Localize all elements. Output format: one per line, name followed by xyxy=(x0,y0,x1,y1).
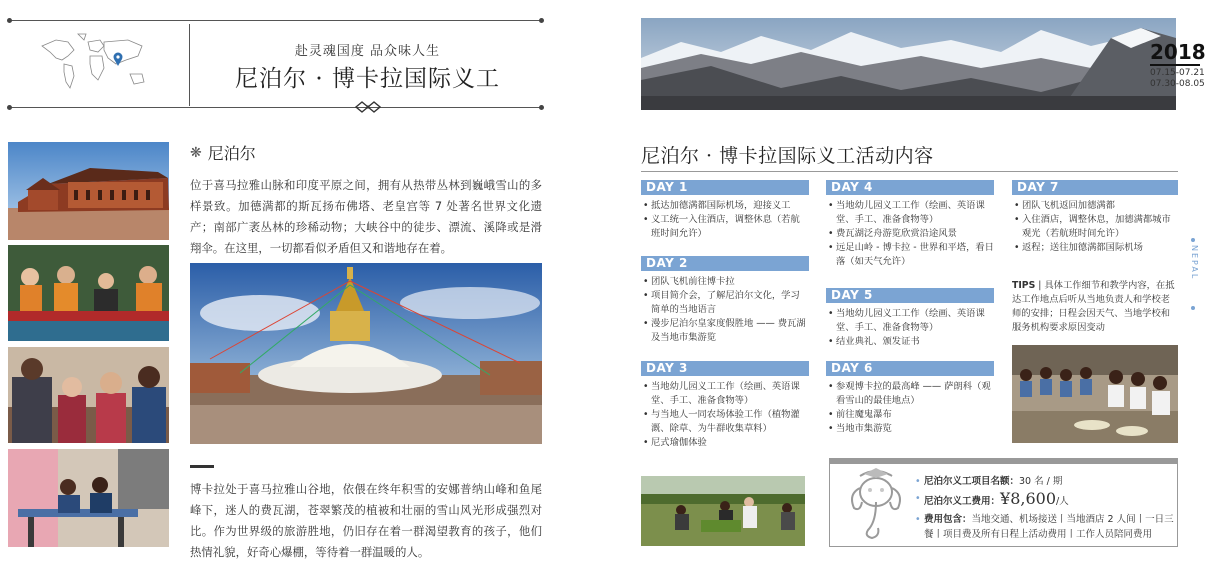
day-item: • 结业典礼、颁发证书 xyxy=(826,335,994,349)
side-label: NEPAL xyxy=(1190,245,1199,281)
title-rule xyxy=(641,171,1178,172)
pokhara-intro: 博卡拉处于喜马拉雅山谷地，依偎在终年积雪的安娜普纳山峰和鱼尾峰下，迷人的费瓦湖，苍翠繁茂的植被和壮丽的雪山风光形成强烈对比。作为世界级的旅游胜地，仍旧存在着一群渴望教育的孩子，他们热情礼貌，好奇心爆棚，等待着一群温暖的人。 xyxy=(190,482,542,559)
day-item: • 当地市集游览 xyxy=(826,422,994,436)
year-label: 2018 xyxy=(1150,40,1206,64)
flower-icon: ❋ xyxy=(190,144,202,161)
tips-label: TIPS xyxy=(1012,280,1036,291)
slogan: 赴灵魂国度 品众味人生 xyxy=(294,44,441,59)
stupa-photo xyxy=(190,263,542,444)
day-heading: DAY 3 xyxy=(641,361,809,376)
rule-dot xyxy=(539,105,544,110)
section-heading xyxy=(190,141,256,164)
day-item: • 远足山岭 - 博卡拉 - 世界和平塔，看日落（如天气允许） xyxy=(826,241,994,269)
includes-label: 费用包含： xyxy=(924,514,972,525)
fee-unit: /人 xyxy=(1056,496,1069,507)
day-block-1 xyxy=(641,180,809,241)
rule-dot xyxy=(7,18,12,23)
tips-text: 具体工作细节和教学内容，在抵达工作地点后听从当地负责人和学校老师的安排；日程会因天气、当地学校和服务机构要求原因变动 xyxy=(1012,280,1175,333)
side-dot xyxy=(1191,306,1195,310)
farm-work-photo xyxy=(641,476,805,546)
day-item: • 前往魔鬼瀑布 xyxy=(826,408,994,422)
day-heading: DAY 7 xyxy=(1012,180,1178,195)
day-item: • 当地幼儿园义工工作（绘画、英语课堂、手工、准备食物等） xyxy=(826,199,994,227)
school-desk-photo xyxy=(8,449,169,547)
day-heading: DAY 5 xyxy=(826,288,994,303)
day-item: • 漫步尼泊尔皇家度假胜地 —— 费瓦湖及当地市集游览 xyxy=(641,317,809,345)
includes-line xyxy=(914,512,1176,542)
day-item: • 尼式瑜伽体验 xyxy=(641,436,809,450)
rule-dot xyxy=(7,105,12,110)
day-heading: DAY 4 xyxy=(826,180,994,195)
boat-photo xyxy=(8,245,169,341)
quota-value: 30 名 / 期 xyxy=(1019,476,1063,487)
date-range: 07.15-07.21 xyxy=(1150,68,1205,78)
day-item: • 与当地人一同农场体验工作（植物灌溉、除草、为牛群收集草料） xyxy=(641,408,809,436)
section-marker xyxy=(190,465,214,468)
day-item: • 团队飞机返回加德满都 xyxy=(1012,199,1178,213)
day-block-4 xyxy=(826,180,994,269)
day-block-3 xyxy=(641,361,809,450)
day-item: • 义工统一入住酒店，调整休息（若航班时间允许） xyxy=(641,213,809,241)
bottom-rule-left xyxy=(10,107,542,108)
day-item: • 抵达加德满都国际机场，迎接义工 xyxy=(641,199,809,213)
date-range: 07.30-08.05 xyxy=(1150,79,1205,89)
day-item: • 费瓦湖泛舟游览欣赏沿途风景 xyxy=(826,227,994,241)
side-dot xyxy=(1191,238,1195,242)
world-map-icon xyxy=(34,30,154,96)
section-title: 尼泊尔 xyxy=(207,144,256,163)
day-heading: DAY 6 xyxy=(826,361,994,376)
top-rule-left xyxy=(10,20,542,21)
fee-label: 尼泊尔义工费用： xyxy=(924,496,1001,507)
day-block-5 xyxy=(826,288,994,349)
himalaya-panorama-photo xyxy=(641,18,1176,110)
page-title: 尼泊尔 · 博卡拉国际义工 xyxy=(235,66,500,92)
day-item: • 团队飞机前往博卡拉 xyxy=(641,275,809,289)
quota-label: 尼泊尔义工项目名额： xyxy=(924,476,1020,487)
day-block-2 xyxy=(641,256,809,345)
quota-line xyxy=(914,474,1176,489)
nepal-intro: 位于喜马拉雅山脉和印度平原之间，拥有从热带丛林到巍峨雪山的多样景致。加德满都的斯瓦扬布佛塔、老皇宫等 7 处著名世界文化遗产；南部广袤丛林的珍稀动物；大峡谷中的徒步、漂流、溪降或是滑翔伞。在这里，一切都看似矛盾但又和谐地存在着。 xyxy=(190,178,542,255)
day-item: • 当地幼儿园义工工作（绘画、英语课堂、手工、准备食物等） xyxy=(641,380,809,408)
project-info xyxy=(914,474,1176,542)
ganesha-icon xyxy=(846,466,906,544)
activities-title: 尼泊尔 · 博卡拉国际义工活动内容 xyxy=(641,145,934,167)
rule-dot xyxy=(539,18,544,23)
day-block-7 xyxy=(1012,180,1178,255)
children-meal-photo xyxy=(1012,345,1178,443)
day-item: • 当地幼儿园义工工作（绘画、英语课堂、手工、准备食物等） xyxy=(826,307,994,335)
day-item: • 项目简介会，了解尼泊尔文化，学习简单的当地语言 xyxy=(641,289,809,317)
fee-value: ¥8,600 xyxy=(1000,489,1056,508)
children-classroom-photo xyxy=(8,347,169,443)
temple-photo xyxy=(8,142,169,240)
includes-text: 当地交通、机场接送丨当地酒店 2 人间丨一日三餐丨项目费及所有日程上活动费用丨工作人员陪同费用 xyxy=(924,514,1174,540)
ornament-icon xyxy=(355,101,381,113)
day-item: • 参观博卡拉的最高峰 —— 萨朗科（观看雪山的最佳地点） xyxy=(826,380,994,408)
day-heading: DAY 2 xyxy=(641,256,809,271)
trip-dates xyxy=(1150,68,1205,90)
year-underline xyxy=(1150,64,1200,66)
day-item: • 返程；送往加德满都国际机场 xyxy=(1012,241,1178,255)
day-block-6 xyxy=(826,361,994,436)
tips-note: TIPS | 具体工作细节和教学内容，在抵达工作地点后听从当地负责人和学校老师的安排；日程会因天气、当地学校和服务机构要求原因变动 xyxy=(1012,280,1175,333)
fee-line xyxy=(914,489,1176,512)
day-item: • 入住酒店，调整休息，加德满都城市观光（若航班时间允许） xyxy=(1012,213,1178,241)
day-heading: DAY 1 xyxy=(641,180,809,195)
